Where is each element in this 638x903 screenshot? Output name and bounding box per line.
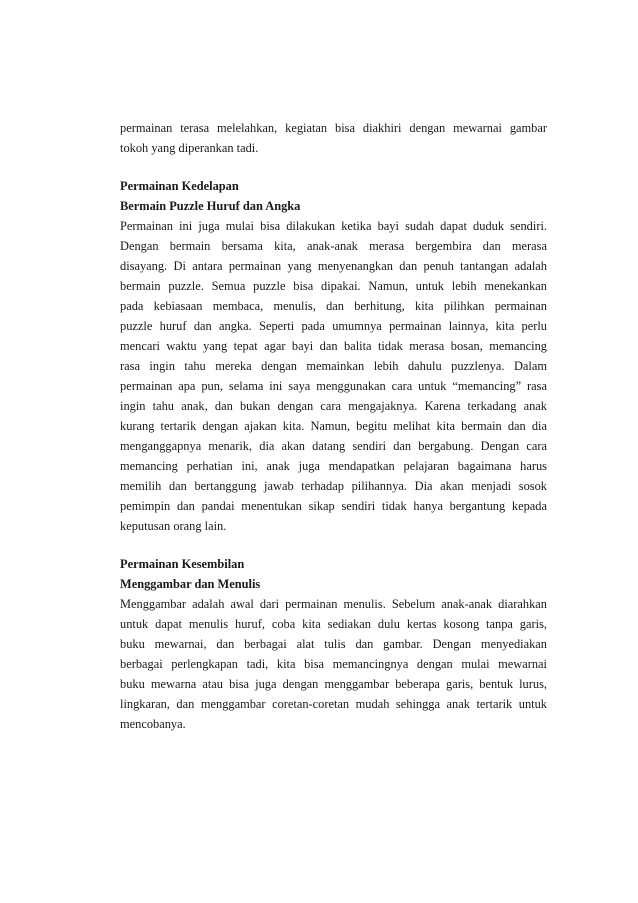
paragraph-line: puzzle huruf dan angka. Seperti pada umumnya permainan lainnya, kita perlu xyxy=(120,319,547,333)
section-paragraph xyxy=(120,594,547,734)
paragraph-line: mencari waktu yang tepat agar bayi dan balita tidak merasa bosan, memancing xyxy=(120,339,547,353)
paragraph-line: pemimpin dan pandai menentukan sikap sendiri tidak hanya bergantung kepada xyxy=(120,499,547,513)
paragraph-line: buku mewarna atau bisa juga dengan menggambar beberapa garis, bentuk lurus, xyxy=(120,677,547,691)
section-kesembilan xyxy=(120,554,547,734)
paragraph-line: permainan apa pun, selama ini saya menggunakan cara untuk “memancing” rasa xyxy=(120,379,547,393)
section-paragraph xyxy=(120,216,547,536)
paragraph-line: Dengan bermain bersama kita, anak-anak merasa bergembira dan merasa xyxy=(120,239,547,253)
paragraph-line: menganggapnya menarik, dia akan datang sendiri dan bergabung. Dengan cara xyxy=(120,439,547,453)
section-title: Permainan Kesembilan xyxy=(120,557,245,571)
paragraph-line: kurang tertarik dengan ajakan kita. Namun, begitu melihat kita bermain dan dia xyxy=(120,419,547,433)
paragraph-line: mencobanya. xyxy=(120,717,186,731)
paragraph-line: buku mewarnai, dan berbagai alat tulis dan gambar. Dengan menyediakan xyxy=(120,637,547,651)
paragraph-line: memilih dan bertanggung jawab terhadap pilihannya. Dia akan menjadi sosok xyxy=(120,479,547,493)
paragraph-line: bermain puzzle. Semua puzzle bisa dipakai. Namun, untuk lebih menekankan xyxy=(120,279,547,293)
section-subtitle: Menggambar dan Menulis xyxy=(120,577,261,591)
paragraph-line: tokoh yang diperankan tadi. xyxy=(120,141,259,155)
paragraph-line: memancing perhatian ini, anak juga mendapatkan pelajaran bagaimana harus xyxy=(120,459,547,473)
paragraph-gap xyxy=(120,536,547,554)
paragraph-line: rasa ingin tahu mereka dengan memainkan lebih dahulu puzzlenya. Dalam xyxy=(120,359,547,373)
paragraph-line: pada kebiasaan membaca, menulis, dan berhitung, kita pilihkan permainan xyxy=(120,299,547,313)
section-subtitle: Bermain Puzzle Huruf dan Angka xyxy=(120,199,301,213)
paragraph-line: keputusan orang lain. xyxy=(120,519,227,533)
paragraph-line: untuk dapat menulis huruf, coba kita sediakan dulu kertas kosong tanpa garis, xyxy=(120,617,547,631)
document-body xyxy=(120,118,547,734)
paragraph-line: permainan terasa melelahkan, kegiatan bisa diakhiri dengan mewarnai gambar xyxy=(120,121,547,135)
paragraph-line: disayang. Di antara permainan yang menyenangkan dan penuh tantangan adalah xyxy=(120,259,547,273)
paragraph-line: Menggambar adalah awal dari permainan menulis. Sebelum anak-anak diarahkan xyxy=(120,597,547,611)
intro-paragraph xyxy=(120,118,547,158)
section-kedelapan xyxy=(120,176,547,536)
paragraph-line: Permainan ini juga mulai bisa dilakukan ketika bayi sudah dapat duduk sendiri. xyxy=(120,219,547,233)
paragraph-gap xyxy=(120,158,547,176)
section-title: Permainan Kedelapan xyxy=(120,179,239,193)
paragraph-line: lingkaran, dan menggambar coretan-coretan mudah sehingga anak tertarik untuk xyxy=(120,697,547,711)
paragraph-line: ingin tahu anak, dan bukan dengan cara mengajaknya. Karena terkadang anak xyxy=(120,399,547,413)
paragraph-line: berbagai perlengkapan tadi, kita bisa memancingnya dengan mulai mewarnai xyxy=(120,657,547,671)
